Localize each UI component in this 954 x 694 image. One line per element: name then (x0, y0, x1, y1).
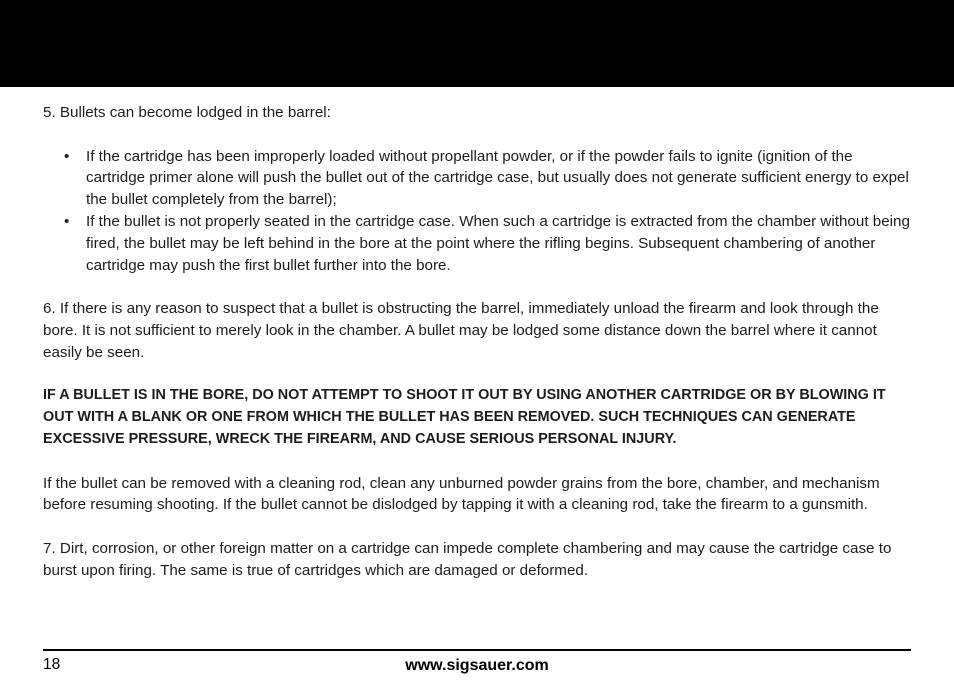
bullet-marker: • (64, 212, 70, 230)
section-7-paragraph: 7. Dirt, corrosion, or other foreign matter on a cartridge can impede complete chambering and may cause the cartridge case to burst upon firing. The same is true of cartridges which are damaged or deformed. (43, 539, 892, 579)
paragraph-gap (43, 451, 913, 473)
section-5-bullet-list (43, 146, 913, 277)
list-item-text: If the bullet is not properly seated in the cartridge case. When such a cartridge is extracted from the chamber without being fired, the bullet may be left behind in the bore at the point where the rifling begins. Subsequent chambering of another cartridge may push the first bullet further into the bore. (86, 212, 910, 274)
footer-divider (43, 649, 911, 651)
page-body (43, 102, 913, 582)
paragraph-gap (43, 276, 913, 298)
list-item-text: If the cartridge has been improperly loaded without propellant powder, or if the powder fails to ignite (ignition of the cartridge primer alone will push the bullet out of the cartridge case, but usually does not generate sufficient energy to expel the bullet completely from the barrel); (86, 147, 909, 209)
list-item (43, 146, 913, 211)
header-band (0, 0, 954, 87)
footer-website-url: www.sigsauer.com (405, 657, 549, 674)
list-item (43, 211, 913, 276)
paragraph-gap (43, 516, 913, 538)
removal-instructions-paragraph: If the bullet can be removed with a cleaning rod, clean any unburned powder grains from the bore, chamber, and mechanism before resuming shooting. If the bullet cannot be dislodged by tapping it with a cleaning rod, take the firearm to a gunsmith. (43, 474, 880, 514)
page-number: 18 (43, 656, 61, 673)
bullet-marker: • (64, 147, 70, 165)
paragraph-gap (43, 364, 913, 386)
paragraph-gap (43, 124, 913, 146)
warning-paragraph: IF A BULLET IS IN THE BORE, DO NOT ATTEMPT TO SHOOT IT OUT BY USING ANOTHER CARTRIDGE OR BY BLOWING IT OUT WITH A BLANK OR ONE FROM WHICH THE BULLET HAS BEEN REMOVED. SUCH TECHNIQUES CAN GENERATE EXCESSIVE PRESSURE, WRECK THE FIREARM, AND CAUSE SERIOUS PERSONAL INJURY. (43, 387, 886, 447)
section-5-intro: 5. Bullets can become lodged in the barrel: (43, 104, 331, 121)
section-6-paragraph: 6. If there is any reason to suspect that a bullet is obstructing the barrel, immediately unload the firearm and look through the bore. It is not sufficient to merely look in the chamber. A bullet may be lodged some distance down the barrel where it cannot easily be seen. (43, 300, 879, 361)
